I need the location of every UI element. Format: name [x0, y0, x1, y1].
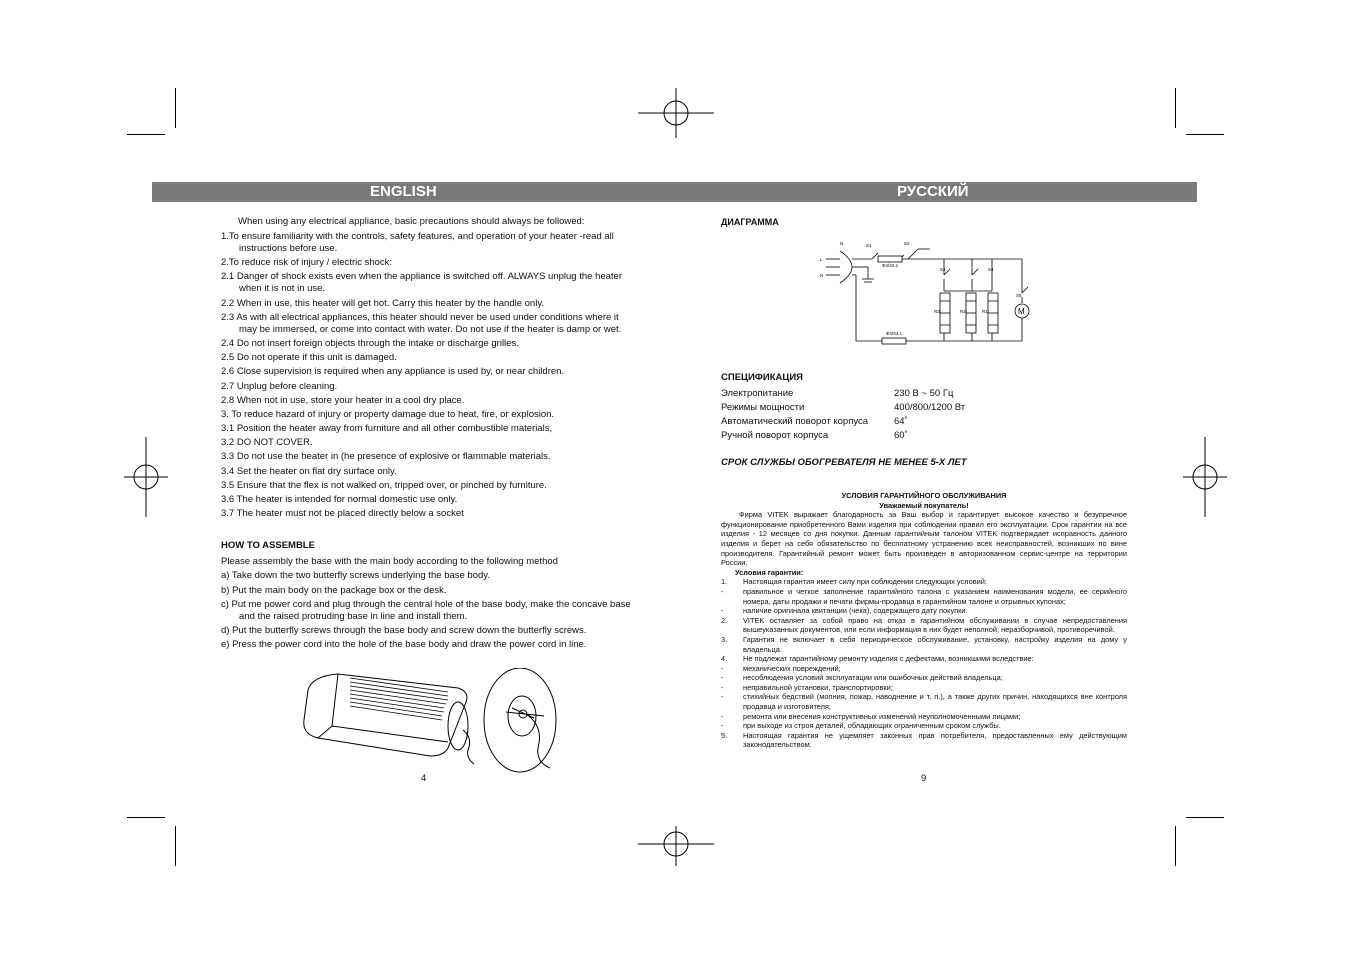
- list-text: при выходе из строя деталей, обладающих ограниченным сроком службы.: [743, 721, 1001, 731]
- assemble-heading: HOW TO ASSEMBLE: [221, 540, 315, 552]
- safety-item: 3.4 Set the heater on flat dry surface only.: [221, 465, 397, 477]
- safety-item: 1.To ensure familiarity with the controls, safety features, and operation of your heater -read all instructions before use.: [221, 231, 614, 254]
- list-text: ремонта или внесения конструктивных изменений неуполномоченными лицами;: [743, 711, 1021, 721]
- warranty-title: УСЛОВИЯ ГАРАНТИЙНОГО ОБСЛУЖИВАНИЯ: [841, 491, 1007, 500]
- list-item: [721, 673, 1127, 683]
- list-marker: -: [721, 711, 724, 721]
- warranty-section: [721, 491, 1127, 750]
- list-text: правильное и четкое заполнение гарантийного талона с указанием наименования модели, ее серийного номера, даты продажи и печати фирмы-продавца в гарантийном талоне и отрывных купонах;: [743, 586, 1127, 606]
- safety-item: 2.6 Close supervision is required when any appliance is used by, or near children.: [221, 366, 565, 378]
- spec-row: [721, 430, 965, 444]
- assemble-step: c) Put me power cord and plug through the central hole of the base body, make the concave base and the raised protruding base in line and install them.: [221, 598, 631, 622]
- list-marker: -: [721, 606, 724, 616]
- list-text: несоблюдения условий эксплуатации или ошибочных действий владельца;: [743, 673, 1003, 683]
- list-marker: -: [721, 673, 724, 683]
- list-marker: 1.: [721, 577, 728, 587]
- diagram-label-s4: S4: [988, 267, 994, 272]
- list-text: наличие оригинала квитанции (чека), содержащего дату покупки.: [743, 606, 968, 616]
- safety-item: 2.4 Do not insert foreign objects through the intake or discharge grilles.: [221, 337, 519, 349]
- language-header-bar: [152, 182, 1197, 202]
- list-text: Гарантия не включает в себя периодическое обслуживание, установку, настройку изделия на дому у владельца.: [743, 634, 1127, 654]
- spec-key: Электропитание: [721, 388, 794, 399]
- list-item: [721, 683, 1127, 693]
- diagram-label-fuse-bottom: Ф4/34.1: [886, 331, 902, 336]
- diagram-label-l: L: [820, 257, 823, 262]
- list-item: [721, 635, 1127, 654]
- diagram-label-r1: R1: [982, 309, 988, 314]
- list-marker: -: [721, 721, 724, 731]
- list-item: [721, 712, 1127, 722]
- list-marker: 3.: [721, 634, 728, 644]
- header-english: ENGLISH: [370, 183, 437, 200]
- safety-item: 2.1 Danger of shock exists even when the appliance is switched off. ALWAYS unplug the heater when it is not in use.: [221, 271, 622, 295]
- safety-item: 2.8 When not in use, store your heater in a cool dry place.: [221, 394, 465, 406]
- list-item: [721, 654, 1127, 664]
- assemble-intro: Please assembly the base with the main body according to the following method: [221, 556, 558, 568]
- conditions-title: Условия гарантии:: [735, 567, 804, 577]
- list-marker: 2.: [721, 615, 728, 625]
- conditions-list: [721, 577, 1127, 750]
- assemble-step: e) Press the power cord into the hole of the base body and draw the power cord in line.: [221, 639, 587, 651]
- list-marker: 5.: [721, 730, 728, 740]
- diagram-label-fuse-top: Ф4/34.2: [882, 263, 898, 268]
- diagram-label-motor: M: [1018, 307, 1025, 316]
- diagram-label-s5: S5: [1016, 293, 1022, 298]
- list-item: [721, 606, 1127, 616]
- list-text: Не подлежат гарантийному ремонту изделия с дефектами, возникшими вследствие:: [743, 654, 1034, 664]
- page-number-right: 9: [921, 773, 927, 784]
- circuit-diagram: [812, 235, 1034, 350]
- spec-key: Автоматический поворот корпуса: [721, 416, 869, 427]
- safety-item: 3. To reduce hazard of injury or property damage due to heat, fire, or explosion.: [221, 408, 555, 420]
- safety-item: 2.5 Do not operate if this unit is damaged.: [221, 352, 397, 364]
- list-item: [721, 664, 1127, 674]
- list-item: [721, 577, 1127, 587]
- list-marker: -: [721, 663, 724, 673]
- assemble-step: d) Put the butterfly screws through the base body and screw down the butterfly screws.: [221, 624, 587, 636]
- safety-item: 3.3 Do not use the heater in (he presence of explosive or flammable materials.: [221, 451, 551, 463]
- safety-item: 3.2 DO NOT COVER.: [221, 437, 313, 449]
- diagram-label-n2: N: [820, 273, 824, 278]
- specification: [721, 372, 965, 444]
- list-item: [721, 721, 1127, 731]
- assemble-step: a) Take down the two butterfly screws underlying the base body.: [221, 570, 490, 582]
- diagram-label-r3: R3: [934, 309, 940, 314]
- safety-item: 3.7 The heater must not be placed directly below a socket: [221, 508, 464, 520]
- spec-title: СПЕЦИФИКАЦИЯ: [721, 372, 803, 383]
- list-text: неправильной установки, транспортировки;: [743, 682, 893, 692]
- spec-row: [721, 388, 965, 402]
- list-text: Настоящая гарантия имеет силу при соблюдении следующих условий:: [743, 577, 987, 587]
- safety-item: 2.To reduce risk of injury / electric shock:: [221, 257, 393, 269]
- diagram-label-s2: S2: [904, 241, 910, 246]
- safety-item: 3.1 Position the heater away from furniture and all other combustible materials,: [221, 423, 553, 435]
- list-item: [721, 587, 1127, 606]
- assemble-step: b) Put the main body on the package box or the desk.: [221, 584, 447, 596]
- list-item: [721, 731, 1127, 750]
- spec-value: 400/800/1200 Вт: [894, 402, 966, 413]
- service-life: СРОК СЛУЖБЫ ОБОГРЕВАТЕЛЯ НЕ МЕНЕЕ 5-Х ЛЕТ: [721, 457, 967, 468]
- list-marker: 4.: [721, 654, 728, 664]
- spec-value: 60˚: [894, 430, 908, 441]
- diagram-label-n: N: [840, 241, 844, 246]
- list-text: механических повреждений;: [743, 663, 841, 673]
- spec-row: [721, 416, 965, 430]
- diagram-label-s3: S3: [940, 267, 946, 272]
- list-marker: -: [721, 692, 724, 702]
- list-marker: -: [721, 586, 724, 596]
- spec-value: 230 В ~ 50 Гц: [894, 388, 954, 399]
- page-number-left: 4: [421, 773, 427, 784]
- list-text: стихийных бедствий (молния, пожар, наводнение и т. п.), а также других причин, находящихся вне контроля продавца и изготовителя;: [743, 692, 1127, 712]
- spec-key: Режимы мощности: [721, 402, 805, 413]
- list-text: Настоящая гарантия не ущемляет законных прав потребителя, предоставленных ему действующим законодательством.: [743, 730, 1127, 750]
- spec-value: 64˚: [894, 416, 908, 427]
- diagram-label-s1: S1: [866, 243, 872, 248]
- safety-item: 2.7 Unplug before cleaning.: [221, 380, 338, 392]
- header-russian: РУССКИЙ: [897, 183, 969, 200]
- list-item: [721, 616, 1127, 635]
- safety-item: 3.5 Ensure that the flex is not walked on, tripped over, or pinched by furniture.: [221, 479, 547, 491]
- spec-row: [721, 402, 965, 416]
- diagram-label-r2: R2: [960, 309, 966, 314]
- intro-text: When using any electrical appliance, basic precautions should always be followed:: [238, 216, 585, 227]
- safety-item: 2.3 As with all electrical appliances, this heater should never be used under conditions where it may be immersed, or come into contact with water. Do not use if the heater is damp or wet.: [221, 311, 622, 335]
- list-item: [721, 692, 1127, 711]
- spec-table: [721, 388, 965, 444]
- list-marker: -: [721, 682, 724, 692]
- safety-item: 3.6 The heater is intended for normal domestic use only.: [221, 494, 458, 505]
- warranty-greeting: Уважаемый покупатель!: [879, 500, 969, 510]
- diagram-title: ДИАГРАММА: [721, 217, 779, 227]
- assembly-illustration: [298, 668, 560, 778]
- spec-key: Ручной поворот корпуса: [721, 430, 829, 441]
- safety-item: 2.2 When in use, this heater will get hot. Carry this heater by the handle only.: [221, 297, 544, 309]
- list-text: VITEK оставляет за собой право на отказ в гарантийном обслуживании в случае непредоставления вышеуказанных документов, или если информация в них будет неполной, неразборчивой, противоречивой.: [743, 615, 1127, 635]
- warranty-text: Фирма VITEK выражает благодарность за Ваш выбор и гарантирует высокое качество и безупречное функционирование приобретенного Вами изделия при соблюдении правил его эксплуатации. Срок гарантии на все изделия - 12 месяцев со дня покупки. Данным гарантийным талоном VITEK подтверждает исправность данного изделия и берет на себя обязательство по бесплатному устранению всех неисправностей, возникших по вине производителя. Гарантийный ремонт может быть произведен в авторизованном сервис-центре на территории России.: [721, 510, 1127, 568]
- english-column: [221, 216, 631, 653]
